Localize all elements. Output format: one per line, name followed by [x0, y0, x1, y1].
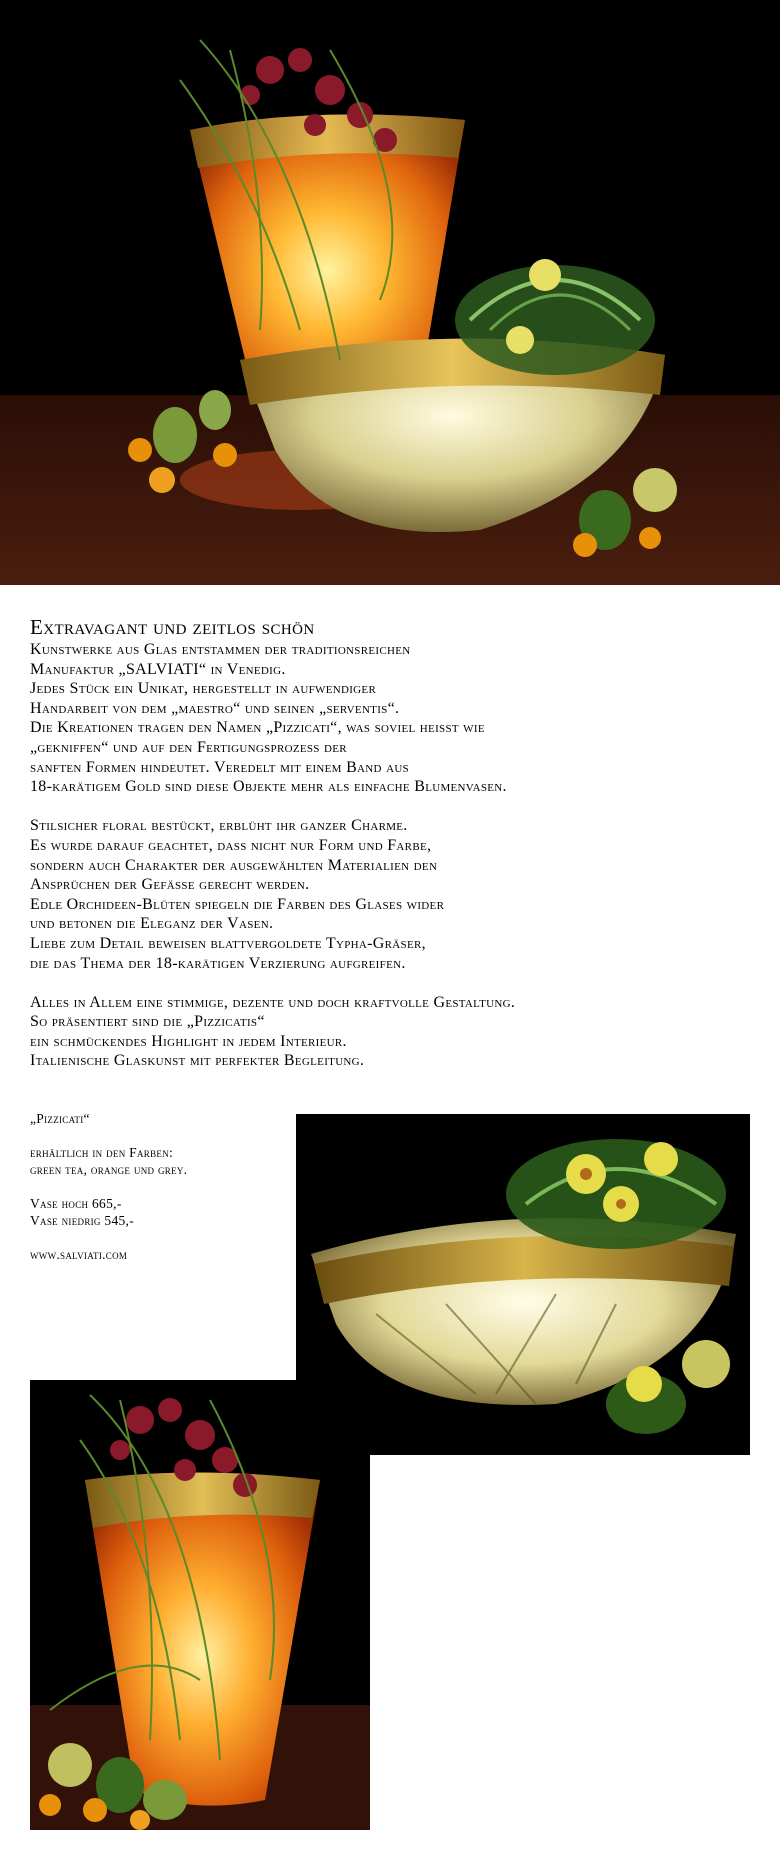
paragraph-line: Manufaktur „SALVIATI“ in Venedig.	[30, 660, 286, 678]
hero-vase-bowl-image	[0, 0, 780, 585]
paragraph-line: ein schmückendes Highlight in jedem Interieur.	[30, 1032, 347, 1050]
info-gap	[30, 1127, 290, 1144]
paragraph-line: So präsentiert sind die „Pizzicatis“	[30, 1013, 265, 1031]
article-title: Extravagant und zeitlos schön	[30, 615, 315, 639]
paragraph-line: 18-karätigem Gold sind diese Objekte mehr als einfache Blumenvasen.	[30, 778, 507, 796]
info-gap	[30, 1229, 290, 1246]
vase-photo	[30, 1380, 370, 1830]
paragraph-line: Die Kreationen tragen den Namen „Pizzicati“, was soviel heisst wie	[30, 719, 485, 737]
product-info	[30, 1110, 290, 1263]
article	[30, 614, 750, 1071]
paragraph-line: Liebe zum Detail beweisen blattvergoldete Typha-Gräser,	[30, 934, 426, 952]
paragraph-line: Es wurde darauf geachtet, dass nicht nur Form und Farbe,	[30, 836, 432, 854]
paragraph-gap	[30, 973, 750, 993]
price-high: Vase hoch 665,-	[30, 1196, 122, 1211]
hero-photo	[0, 0, 780, 585]
paragraph-line: Edle Orchideen-Blüten spiegeln die Farben des Glases wider	[30, 895, 445, 913]
paragraph-line: Stilsicher floral bestückt, erblüht ihr ganzer Charme.	[30, 817, 408, 835]
paragraph-line: Handarbeit von dem „maestro“ und seinen „serventis“.	[30, 699, 400, 717]
paragraph-line: Ansprüchen der Gefässe gerecht werden.	[30, 876, 310, 894]
info-gap	[30, 1178, 290, 1195]
paragraph-line: Italienische Glaskunst mit perfekter Begleitung.	[30, 1052, 365, 1070]
vase-image	[30, 1380, 370, 1830]
colors-label: erhältlich in den Farben:	[30, 1145, 174, 1160]
paragraph-line: und betonen die Eleganz der Vasen.	[30, 915, 274, 933]
paragraph-line: Alles in Allem eine stimmige, dezente und doch kraftvolle Gestaltung.	[30, 993, 516, 1011]
paragraph-line: Kunstwerke aus Glas entstammen der traditionsreichen	[30, 641, 411, 658]
colors-list: green tea, orange und grey.	[30, 1162, 188, 1177]
paragraph-line: „gekniffen“ und auf den Fertigungsprozess der	[30, 738, 347, 756]
paragraph-line: die das Thema der 18-karätigen Verzierung aufgreifen.	[30, 954, 406, 972]
paragraph-line: sondern auch Charakter der ausgewählten Materialien den	[30, 856, 438, 874]
product-name: „Pizzicati“	[30, 1111, 90, 1126]
paragraph-line: sanften Formen hindeutet. Veredelt mit einem Band aus	[30, 758, 409, 776]
website-link[interactable]: www.salviati.com	[30, 1247, 128, 1262]
price-low: Vase niedrig 545,-	[30, 1213, 135, 1228]
paragraph-line: Jedes Stück ein Unikat, hergestellt in aufwendiger	[30, 680, 377, 698]
paragraph-gap	[30, 797, 750, 817]
